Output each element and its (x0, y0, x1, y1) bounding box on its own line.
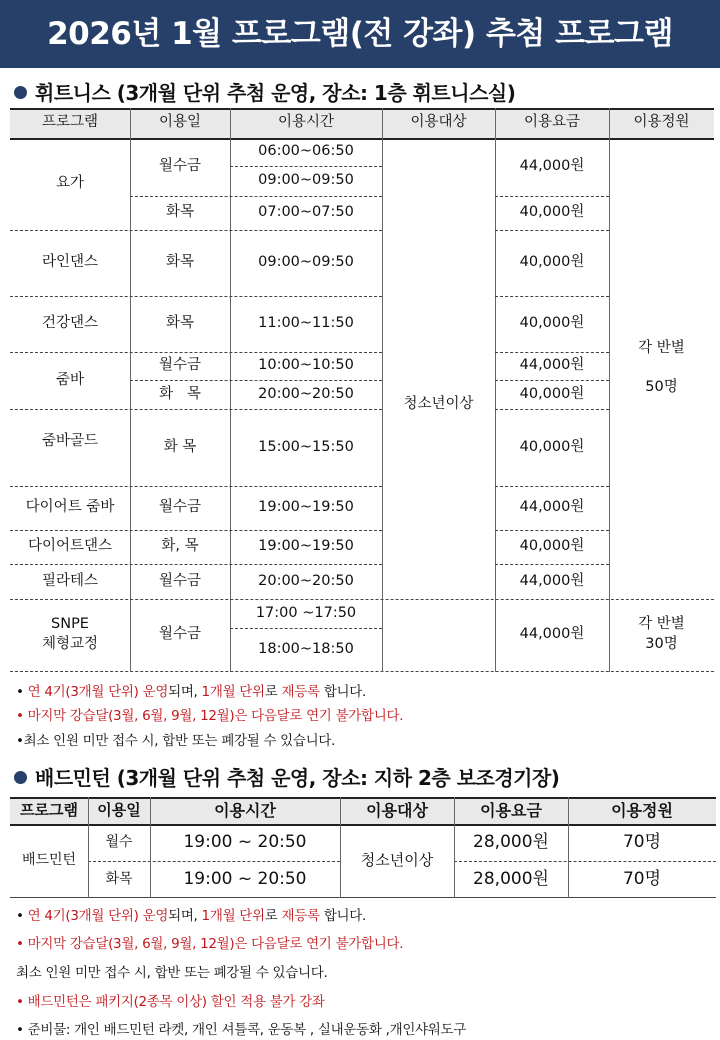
bullet-icon (14, 771, 27, 784)
fee-cell: 28,000원 (473, 832, 549, 853)
fee-cell: 40,000원 (519, 204, 585, 221)
program-health-dance: 건강댄스 (41, 315, 99, 332)
fee-cell: 40,000원 (519, 538, 585, 555)
fitness-note-2: • 마지막 강습달(3월, 6월, 9월, 12월)은 다음달로 연기 불가합니다. (16, 708, 404, 724)
time-cell: 18:00~18:50 (258, 640, 354, 657)
time-cell: 09:00~09:50 (258, 254, 354, 271)
fee-cell: 28,000원 (473, 868, 549, 889)
program-zumba-gold: 줌바골드 (41, 433, 99, 450)
program-yoga: 요가 (55, 175, 84, 192)
program-zumba: 줌바 (55, 371, 84, 388)
fitness-note-3: •최소 인원 미만 접수 시, 합반 또는 폐강될 수 있습니다. (16, 733, 336, 749)
program-diet-dance: 다이어트댄스 (27, 538, 113, 555)
header-capacity: 이용정원 (609, 108, 714, 138)
capacity-cell: 70명 (622, 832, 662, 853)
badminton-note-2: • 마지막 강습달(3월, 6월, 9월, 12월)은 다음달로 연기 불가합니다. (16, 936, 404, 952)
fee-cell: 40,000원 (519, 254, 585, 271)
day-cell: 월수금 (158, 626, 202, 643)
header-time: 이용시간 (150, 797, 340, 824)
time-cell: 20:00~20:50 (258, 572, 354, 589)
target-cell: 청소년이상 (403, 395, 474, 412)
time-cell: 07:00~07:50 (258, 204, 354, 221)
time-cell: 17:00 ~17:50 (255, 604, 357, 621)
badminton-table (10, 797, 716, 898)
fee-cell: 44,000원 (519, 572, 585, 589)
badminton-section-title (14, 762, 559, 791)
fee-cell: 44,000원 (519, 626, 585, 643)
fitness-table (10, 108, 714, 672)
day-cell: 월수금 (158, 357, 202, 374)
program-snpe: SNPE 체형교정 (41, 616, 99, 652)
header-target: 이용대상 (382, 108, 495, 138)
time-cell: 19:00~19:50 (258, 499, 354, 516)
day-cell: 화 목 (163, 438, 197, 455)
time-cell: 09:00~09:50 (258, 172, 354, 189)
program-badminton: 배드민턴 (21, 852, 77, 869)
header-fee: 이용요금 (495, 108, 609, 138)
badminton-note-3: 최소 인원 미만 접수 시, 합반 또는 폐강될 수 있습니다. (16, 965, 328, 981)
capacity-cell: 각 반별 50명 (638, 340, 685, 396)
fitness-section-title (14, 77, 515, 106)
time-cell: 19:00~19:50 (258, 538, 354, 555)
header-capacity: 이용정원 (568, 797, 716, 824)
badminton-note-5: • 준비물: 개인 배드민턴 라켓, 개인 셔틀콕, 운동복 , 실내운동화 ,개인샤워도구 (16, 1022, 467, 1038)
capacity-cell: 70명 (622, 868, 662, 889)
fee-cell: 40,000원 (519, 315, 585, 332)
program-line-dance: 라인댄스 (41, 254, 99, 271)
program-diet-zumba: 다이어트 줌바 (25, 499, 115, 516)
badminton-note-4: • 배드민턴은 패키지(2종목 이상) 할인 적용 불가 강좌 (16, 994, 325, 1010)
fitness-title-text: 휘트니스 (3개월 단위 추첨 운영, 장소: 1층 휘트니스실) (35, 81, 516, 105)
day-cell: 화, 목 (161, 538, 199, 555)
fee-cell: 44,000원 (519, 158, 585, 175)
time-cell: 19:00 ~ 20:50 (183, 832, 307, 853)
fee-cell: 40,000원 (519, 385, 585, 402)
time-cell: 15:00~15:50 (258, 438, 354, 455)
time-cell: 19:00 ~ 20:50 (183, 868, 307, 889)
page-banner: 2026년 1월 프로그램(전 강좌) 추첨 프로그램 (0, 0, 720, 68)
header-target: 이용대상 (340, 797, 454, 824)
time-cell: 11:00~11:50 (258, 315, 354, 332)
fee-cell: 44,000원 (519, 357, 585, 374)
header-fee: 이용요금 (454, 797, 568, 824)
badminton-note-1: • 연 4기(3개월 단위) 운영되며, 1개월 단위로 재등록 합니다. (16, 908, 366, 924)
header-time: 이용시간 (230, 108, 382, 138)
day-cell: 화 목 (159, 385, 201, 402)
day-cell: 월수금 (158, 158, 202, 175)
target-cell: 청소년이상 (360, 851, 434, 870)
badminton-title-text: 배드민턴 (3개월 단위 추첨 운영, 장소: 지하 2층 보조경기장) (35, 766, 560, 790)
time-cell: 10:00~10:50 (258, 357, 354, 374)
fee-cell: 44,000원 (519, 499, 585, 516)
fitness-note-1: • 연 4기(3개월 단위) 운영되며, 1개월 단위로 재등록 합니다. (16, 684, 366, 700)
bullet-icon (14, 86, 27, 99)
day-cell: 화목 (165, 315, 194, 332)
program-pilates: 필라테스 (41, 572, 99, 589)
time-cell: 06:00~06:50 (258, 143, 354, 160)
header-days: 이용일 (130, 108, 230, 138)
day-cell: 월수금 (158, 499, 202, 516)
day-cell: 월수 (105, 834, 133, 851)
header-program: 프로그램 (10, 797, 88, 824)
header-days: 이용일 (88, 797, 150, 824)
header-program: 프로그램 (10, 108, 130, 138)
capacity-cell: 각 반별 30명 (638, 616, 685, 652)
fee-cell: 40,000원 (519, 438, 585, 455)
day-cell: 화목 (105, 870, 133, 887)
time-cell: 20:00~20:50 (258, 385, 354, 402)
day-cell: 화목 (165, 254, 194, 271)
day-cell: 화목 (165, 204, 194, 221)
day-cell: 월수금 (158, 572, 202, 589)
